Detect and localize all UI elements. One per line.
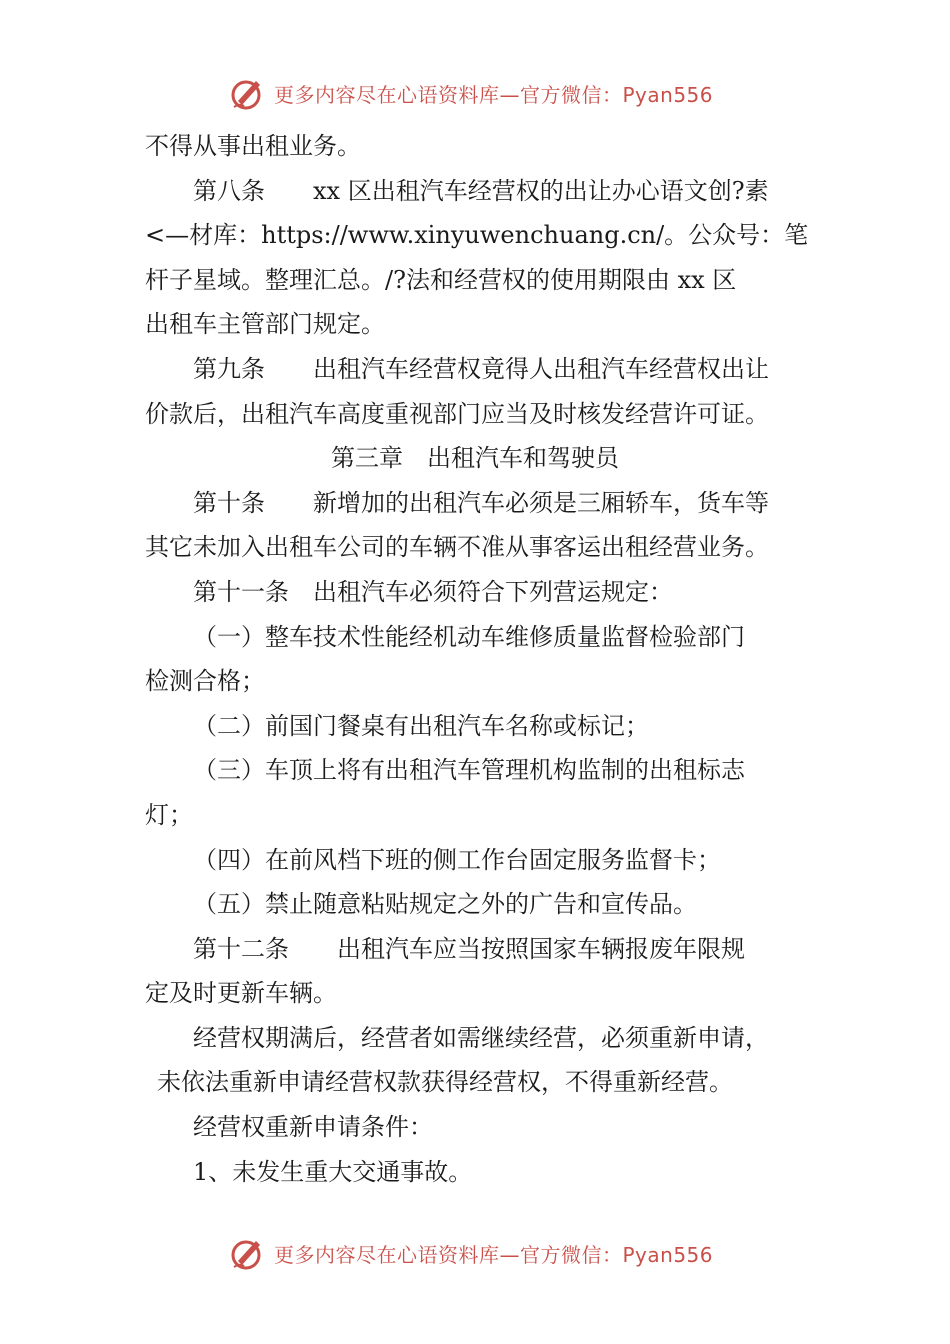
pen-swirl-logo-icon [228,1233,268,1273]
article-10-heading: 第十条 新增加的出租汽车必须是三厢轿车，货车等 [193,488,769,517]
text-line: 其它未加入出租车公司的车辆不准从事客运出租经营业务。 [145,533,769,562]
article-9-heading: 第九条 出租汽车经营权竟得人出租汽车经营权出让 [193,354,769,383]
text-line: 杆子星域。整理汇总。/?法和经营权的使用期限由 xx 区 [145,265,737,294]
paragraph-line: 经营权期满后，经营者如需继续经营，必须重新申请， [193,1023,769,1052]
text-line: 不得从事出租业务。 [145,132,361,160]
article-12-heading: 第十二条 出租汽车应当按照国家车辆报废年限规 [193,934,745,963]
paragraph-line: 经营权重新申请条件： [193,1113,433,1142]
footer-banner-text: 更多内容尽在心语资料库—官方微信：Pyan556 [274,1242,714,1267]
text-line: 检测合格； [145,667,265,696]
document-body [145,124,809,1194]
header-banner [228,73,713,113]
text-line: 价款后，出租汽车高度重视部门应当及时核发经营许可证。 [145,399,769,428]
text-line: 定及时更新车辆。 [145,979,337,1008]
list-item: （一）整车技术性能经机动车维修质量监督检验部门 [193,622,745,651]
text-line: <—材库：https://www.xinyuwenchuang.cn/。公众号：笔 [145,221,809,250]
footer-banner [228,1233,713,1273]
list-item: 1、未发生重大交通事故。 [193,1157,473,1186]
list-item: （二）前国门餐桌有出租汽车名称或标记； [193,711,649,740]
list-item: （三）车顶上将有出租汽车管理机构监制的出租标志 [193,756,745,785]
list-item: （四）在前风档下班的侧工作台固定服务监督卡； [193,845,721,874]
chapter-3-title: 第三章 出租汽车和驾驶员 [331,444,619,473]
pen-swirl-logo-icon [228,73,268,113]
text-line: 灯； [145,800,193,829]
list-item: （五）禁止随意粘贴规定之外的广告和宣传品。 [193,890,697,919]
text-line: 出租车主管部门规定。 [145,310,385,339]
text-line: 未依法重新申请经营权款获得经营权，不得重新经营。 [157,1068,733,1097]
article-8-heading: 第八条 xx 区出租汽车经营权的出让办心语文创?素 [193,176,769,205]
article-11-heading: 第十一条 出租汽车必须符合下列营运规定： [193,577,673,606]
header-banner-text: 更多内容尽在心语资料库—官方微信：Pyan556 [274,82,714,107]
